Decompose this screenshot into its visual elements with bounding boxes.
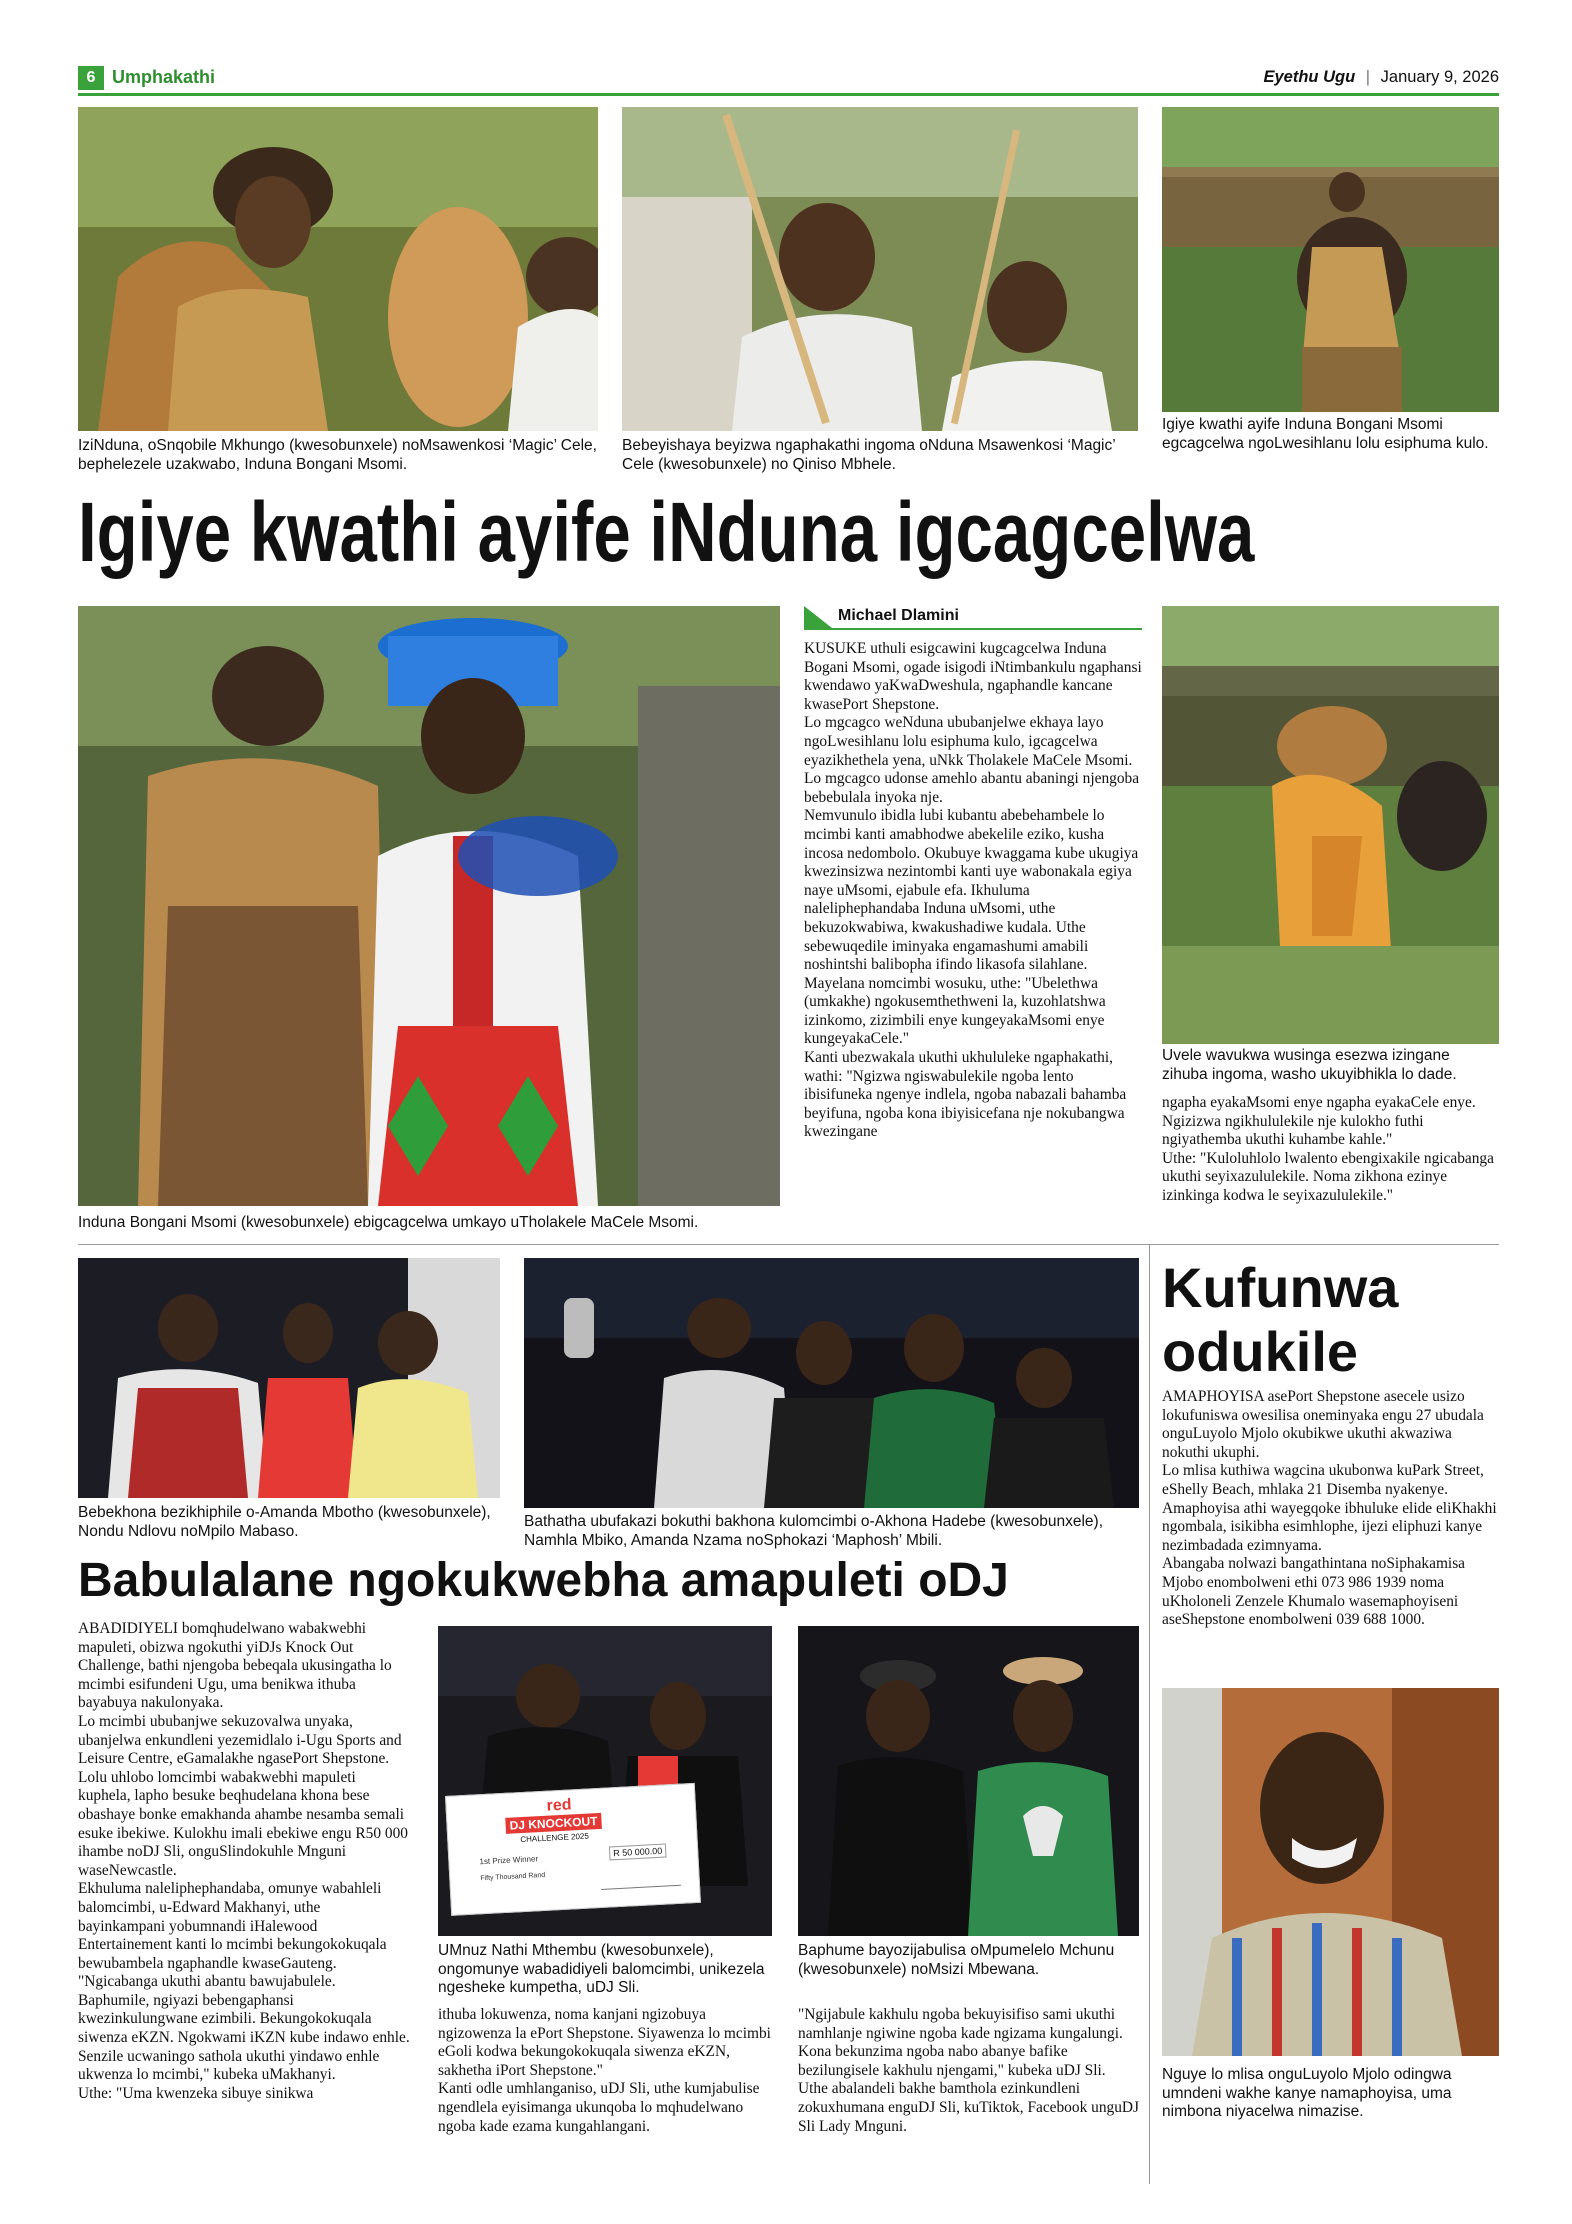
cheque-subtitle: CHALLENGE 2025 xyxy=(520,1831,590,1845)
dj-story-body-col2 xyxy=(438,2006,772,2136)
paragraph: ithuba lokuwenza, noma kanjani ngizobuya ngizowenza la ePort Shepstone. Siyawenza lo mcimbi eGoli kodwa bekungokokuqala siwenza eKZN, sakhetha iPort Shepstone." xyxy=(438,2006,771,2079)
cheque-signature-line xyxy=(601,1885,681,1890)
missing-person-photo xyxy=(1162,1688,1499,2056)
dancer-photo-caption: Uvele wavukwa wusinga esezwa izingane zihuba ingoma, washo ukuyibhikla lo dade. xyxy=(1162,1047,1457,1083)
page-number-badge: 6 xyxy=(78,66,104,90)
top-photo-1 xyxy=(78,107,598,431)
paragraph: Kanti ubezwakala ukuthi ukhululeke ngaphakathi, wathi: "Ngizwa ngiswabulekile ngoba lento ibisifuneka ngenye indlela, ngoba nabazali bahamba beyifuna, ngoba kona ibiyisicefana nje nokubangwa kwezingane xyxy=(804,1049,1127,1141)
header-divider: | xyxy=(1365,68,1371,86)
paragraph: AMAPHOYISA asePort Shepstone asecele usizo lokufuniswa owesilisa oneminyaka engu 27 ubudala onguLuyolo Mjolo okubikwe ukuthi akwaziwa nokuthi ukuphi. xyxy=(1162,1388,1484,1461)
dj-photo-2 xyxy=(524,1258,1139,1508)
cheque-title: DJ KNOCKOUT xyxy=(505,1813,602,1834)
top-photo-2-caption: Bebeyishaya beyizwa ngaphakathi ingoma oNduna Msawenkosi ‘Magic’ Cele (kwesobunxele) no Qiniso Mbhele. xyxy=(622,437,1116,473)
paragraph: Ekhuluma naleliphephandaba, omunye wabahleli balomcimbi, u-Edward Makhanyi, uthe bayinkampani yobumnandi iHalewood Entertainement kanti lo mcimbi bekungokokuqala bewubambela ngaphandle kwaseGauteng. "Ngicabanga ukuthi abantu bawujabulele. Baphumile, ngiyazi bebengaphansi kwezinkulungwane ezimbili. Bekungokokuqala siwenza eKZN. Ngokwami iKZN kube indawo enhle. Senzile ucwaningo sathola ukuthi yindawo enhle ukwenza lo mcimbi," kubeka uMakhanyi. xyxy=(78,1880,410,2084)
column-divider xyxy=(1149,1244,1150,2184)
publication-name: Eyethu Ugu xyxy=(1263,68,1356,86)
paragraph: Uthe: "Uma kwenzeka sibuye sinikwa xyxy=(78,2084,314,2102)
main-headline: Igiye kwathi ayife iNduna igcagcelwa xyxy=(78,485,1255,579)
top-photo-2 xyxy=(622,107,1138,431)
section-divider xyxy=(78,1244,1499,1245)
cheque-photo-caption: UMnuz Nathi Mthembu (kwesobunxele), ongomunye wabadidiyeli balomcimbi, unikezela ngesheke kumpetha, uDJ Sli. xyxy=(438,1942,765,1996)
dj-story-body-col3 xyxy=(798,2006,1139,2136)
missing-person-photo-caption: Nguye lo mlisa onguLuyolo Mjolo odingwa umndeni wakhe kanye namaphoyisa, uma nimbona niyacelwa nimazise. xyxy=(1162,2066,1452,2120)
top-photo-1-caption: IziNduna, oSnqobile Mkhungo (kwesobunxele) noMsawenkosi ‘Magic’ Cele, bephelezele uzakwabo, Induna Bongani Msomi. xyxy=(78,437,597,473)
dj-story-body-col1 xyxy=(78,1620,410,2103)
headline-line-1: Kufunwa xyxy=(1162,1256,1399,1319)
paragraph: ABADIDIYELI bomqhudelwano wabakwebhi mapuleti, obizwa ngokuthi yiDJs Knock Out Challenge, bathi njengoba bebeqala ukusingatha lo mcimbi esifundeni Ugu, uma benikwa ithuba bayabuya nakulonyaka. xyxy=(78,1620,392,1712)
main-story-photo xyxy=(78,606,780,1206)
headline-line-2: odukile xyxy=(1162,1320,1359,1383)
main-story-body-col2 xyxy=(1162,1094,1499,1206)
byline-bar xyxy=(804,606,1142,628)
missing-person-headline xyxy=(1162,1256,1499,1384)
paragraph: Lolu uhlobo lomcimbi wabakwebhi mapuleti kuphela, lapho besuke beqhudelana khona bese obashaye bonke emakhanda ahambe nesamba semali esuke ibekiwe. Kulokhu imali ebekiwe engu R50 000 ihambe noDJ Sli, onguSlindokuhle Mnguni waseNewcastle. xyxy=(78,1768,408,1879)
byline-rule xyxy=(804,628,1142,630)
cheque-words: Fifty Thousand Rand xyxy=(480,1871,546,1883)
dj-photo-1 xyxy=(78,1258,500,1498)
paragraph: KUSUKE uthuli esigcawini kugcagcelwa Induna Bogani Msomi, ogade isigodi iNtimbankulu ngaphansi kwendawo yaKwaDweshula, ngaphandle kancane kwasePort Shepstone. xyxy=(804,640,1142,713)
main-photo-caption: Induna Bongani Msomi (kwesobunxele) ebigcagcelwa umkayo uTholakele MaCele Msomi. xyxy=(78,1214,699,1231)
cheque-amount: R 50 000.00 xyxy=(609,1844,667,1861)
paragraph: Nemvunulo ibidla lubi kubantu abebehambele lo mcimbi kanti amabhodwe abekelile eziko, kusha incosa nedombolo. Okubuye kwaggama kube ukugiya kwezinsizwa nezintombi kanti uye wabonakala egiya naye uMsomi, ejabule efa. Ikhuluma naleliphephandaba Induna uMsomi, uthe bekuzokwabiwa, kwakushadiwe kudala. Uthe sebewuqedile iminyaka engamashumi amabili noshintshi balibopha ifindo likasofa silahlane. xyxy=(804,807,1139,974)
top-photo-3-caption: Igiye kwathi ayife Induna Bongani Msomi egcagcelwa ngoLwesihlanu lolu esiphuma kulo. xyxy=(1162,416,1489,452)
missing-person-body xyxy=(1162,1388,1499,1630)
main-story-body-col1 xyxy=(804,640,1142,1236)
paragraph: Lo mlisa kuthiwa wagcina ukubonwa kuPark Street, eShelly Beach, mhlaka 21 Disemba nyakenye. Amaphoyisa athi wayegqoke ibhuluke elide eliKhakhi ngombala, isikibha esimhlophe, ijezi eliphuzi kanye nezimbadada ezimnyama. xyxy=(1162,1462,1497,1554)
paragraph: Lo mcimbi ububanjwe sekuzovalwa unyaka, ubanjelwa enkundleni yezemidlalo i-Ugu Sports and Leisure Centre, eGamalakhe ngasePort Shepstone. xyxy=(78,1712,402,1768)
top-photo-3 xyxy=(1162,107,1499,412)
page-header xyxy=(78,64,1499,94)
cheque-brand: red xyxy=(546,1796,572,1815)
issue-date: January 9, 2026 xyxy=(1380,68,1499,86)
byline-marker-icon xyxy=(804,606,832,628)
dancer-photo xyxy=(1162,606,1499,1044)
paragraph: "Ngijabule kakhulu ngoba bekuyisifiso sami ukuthi namhlanje ngiwine ngoba kade ngizama kungalungi. Kona bekunzima ngoba nabo abanye bafike bezilungisele kakhulu njengami," kubeka uDJ Sli. Uthe abalandeli bakhe bamthola ezinkundleni zokuxhumana enguDJ Sli, kuTiktok, Facebook unguDJ Sli Lady Mnguni. xyxy=(798,2006,1140,2135)
dj-photo-2-caption: Bathatha ubufakazi bokuthi bakhona kulomcimbi o-Akhona Hadebe (kwesobunxele), Namhla Mbiko, Amanda Nzama noSphokazi ‘Maphosh’ Mbili. xyxy=(524,1513,1104,1549)
dj-story-headline: Babulalane ngokukwebha amapuleti oDJ xyxy=(78,1554,1009,1607)
dj-photo-4-caption: Baphume bayozijabulisa oMpumelelo Mchunu (kwesobunxele) noMsizi Mbewana. xyxy=(798,1942,1115,1978)
paragraph: Mayelana nomcimbi wosuku, uthe: "Ubelethwa (umkakhe) ngokusemthethweni la, kuzohlatshwa izinkomo, zizimbili enye kungeyakaMsomi enye kungeyakaCele." xyxy=(804,974,1106,1048)
dj-photo-4 xyxy=(798,1626,1139,1936)
byline-name: Michael Dlamini xyxy=(838,607,959,624)
header-rule xyxy=(78,93,1499,96)
dj-photo-1-caption: Bebekhona bezikhiphile o-Amanda Mbotho (kwesobunxele), Nondu Ndlovu noMpilo Mabaso. xyxy=(78,1504,491,1540)
paragraph: Abangaba nolwazi bangathintana noSiphakamisa Mjobo enombolweni ethi 073 986 1939 noma uKholoneli Zenzele Khumalo wasemaphoyiseni aseShepstone enombolweni 039 688 1000. xyxy=(1162,1555,1466,1629)
publication-info xyxy=(1264,68,1500,87)
cheque xyxy=(445,1783,701,1916)
paragraph: ngapha eyakaMsomi enye ngapha eyakaCele enye. Ngizizwa ngikhululekile nje kulokho futhi ngiyathemba ukuthi kuhambe kahle." xyxy=(1162,1094,1476,1149)
section-name: Umphakathi xyxy=(112,67,216,87)
paragraph: Kanti odle umhlanganiso, uDJ Sli, uthe kumjabulise ngendlela eyisimanga ukunqoba lo mqhudelwano ngoba kade ezama kungahlangani. xyxy=(438,2080,760,2135)
paragraph: Lo mgcagco weNduna ububanjelwe ekhaya layo ngoLwesihlanu lolu esiphuma kulo, igcagcelwa eyazikhethela yena, uNkk Tholakele MaCele Msomi. Lo mgcagco udonse amehlo abantu abaningi njengoba bebebulala inyoka nje. xyxy=(804,714,1140,806)
paragraph: Uthe: "Kuloluhlolo lwalento ebengixakile ngicabanga ukuthi seyixazululekile. Noma zikhona ezinye izinkinga kodwa le seyixazululekile." xyxy=(1162,1149,1494,1204)
cheque-for: 1st Prize Winner xyxy=(479,1854,539,1867)
